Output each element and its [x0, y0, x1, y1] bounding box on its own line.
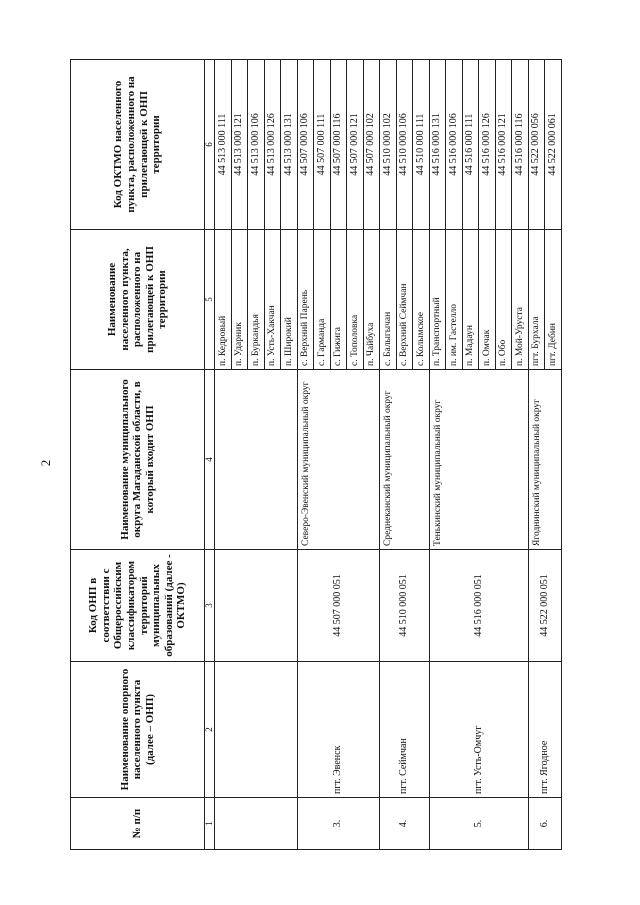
header-district: Наименование муниципального округа Магаданской области, в который входит ОНП: [71, 370, 205, 550]
column-number-row: [205, 60, 215, 850]
place-code-cell: 44 513 000 106: [248, 60, 265, 230]
row-number-cell: 6.: [528, 798, 561, 850]
place-code-cell: 44 507 000 116: [330, 60, 347, 230]
onp-name-cell: пгт. Эвенск: [297, 662, 380, 798]
place-code-cell: 44 522 000 061: [545, 60, 562, 230]
onp-name-cell: пгт. Сеймчан: [380, 662, 430, 798]
place-code-cell: 44 516 000 111: [462, 60, 479, 230]
column-number: 5: [205, 230, 215, 370]
header-onp-code: Код ОНП в соответствии с Общероссийским классификатором территорий муниципальных образований (далее - ОКТМО): [71, 550, 205, 662]
table-row: [215, 60, 232, 850]
onp-name-cell: [215, 662, 298, 798]
onp-code-cell: 44 507 000 051: [297, 550, 380, 662]
place-name-cell: с. Верхний Парень: [297, 230, 314, 370]
place-code-cell: 44 516 000 116: [512, 60, 529, 230]
place-name-cell: п. Усть-Хакчан: [264, 230, 281, 370]
rotated-table-wrapper: [70, 59, 562, 850]
row-number-cell: 5.: [429, 798, 528, 850]
place-name-cell: п. Чайбуха: [363, 230, 380, 370]
column-number: 2: [205, 662, 215, 798]
place-code-cell: 44 516 000 106: [446, 60, 463, 230]
place-code-cell: 44 510 000 102: [380, 60, 397, 230]
place-name-cell: с. Колымское: [413, 230, 430, 370]
place-name-cell: с. Верхний Сеймчан: [396, 230, 413, 370]
district-cell: Среднеканский муниципальный округ: [380, 370, 430, 550]
place-code-cell: 44 516 000 131: [429, 60, 446, 230]
place-name-cell: п. им. Гастелло: [446, 230, 463, 370]
row-number-cell: 3.: [297, 798, 380, 850]
row-number-cell: [215, 798, 298, 850]
onp-code-cell: 44 516 000 051: [429, 550, 528, 662]
onp-name-cell: пгт. Ягодное: [528, 662, 561, 798]
place-name-cell: п. Обо: [495, 230, 512, 370]
onp-code-cell: 44 522 000 051: [528, 550, 561, 662]
place-name-cell: пгт. Бурхала: [528, 230, 545, 370]
place-name-cell: п. Транспортный: [429, 230, 446, 370]
table-body: [215, 60, 562, 850]
place-code-cell: 44 513 000 121: [231, 60, 248, 230]
place-name-cell: пгт. Дебин: [545, 230, 562, 370]
onp-code-cell: 44 510 000 051: [380, 550, 430, 662]
place-name-cell: п. Буркандья: [248, 230, 265, 370]
place-name-cell: с. Гижига: [330, 230, 347, 370]
place-code-cell: 44 507 000 121: [347, 60, 364, 230]
district-cell: Северо-Эвенский муниципальный округ: [297, 370, 380, 550]
district-cell: Тенькинский муниципальный округ: [429, 370, 528, 550]
table-row: [429, 60, 446, 850]
place-code-cell: 44 516 000 121: [495, 60, 512, 230]
onp-code-cell: [215, 550, 298, 662]
place-name-cell: п. Широкий: [281, 230, 298, 370]
place-code-cell: 44 507 000 106: [297, 60, 314, 230]
row-number-cell: 4.: [380, 798, 430, 850]
table-row: [297, 60, 314, 850]
place-name-cell: с. Гарманда: [314, 230, 331, 370]
table-header-row: [71, 60, 205, 850]
header-onp-name: Наименование опорного населенного пункта (далее – ОНП): [71, 662, 205, 798]
place-name-cell: с. Тополовка: [347, 230, 364, 370]
place-name-cell: п. Омчак: [479, 230, 496, 370]
column-number: 3: [205, 550, 215, 662]
place-name-cell: п. Кедровый: [215, 230, 232, 370]
place-code-cell: 44 510 000 111: [413, 60, 430, 230]
table-row: [380, 60, 397, 850]
district-cell: [215, 370, 298, 550]
place-name-cell: п. Мадаун: [462, 230, 479, 370]
place-code-cell: 44 507 000 111: [314, 60, 331, 230]
header-place-code: Код ОКТМО населенного пункта, расположенного на прилегающей к ОНП территории: [71, 60, 205, 230]
place-code-cell: 44 516 000 126: [479, 60, 496, 230]
header-place-name: Наименование населенного пункта, расположенного на прилегающей к ОНП территории: [71, 230, 205, 370]
onp-table: [70, 59, 562, 850]
place-code-cell: 44 513 000 131: [281, 60, 298, 230]
place-name-cell: п. Ударник: [231, 230, 248, 370]
district-cell: Ягоднинский муниципальный округ: [528, 370, 561, 550]
place-code-cell: 44 507 000 102: [363, 60, 380, 230]
onp-name-cell: пгт. Усть-Омчуг: [429, 662, 528, 798]
column-number: 4: [205, 370, 215, 550]
place-code-cell: 44 513 000 111: [215, 60, 232, 230]
column-number: 1: [205, 798, 215, 850]
place-name-cell: с. Балыгычан: [380, 230, 397, 370]
place-name-cell: п. Мой-Уруста: [512, 230, 529, 370]
page-number: 2: [38, 459, 53, 467]
place-code-cell: 44 513 000 126: [264, 60, 281, 230]
place-code-cell: 44 510 000 106: [396, 60, 413, 230]
place-code-cell: 44 522 000 056: [528, 60, 545, 230]
column-number: 6: [205, 60, 215, 230]
header-number: № п/п: [71, 798, 205, 850]
table-row: [528, 60, 545, 850]
